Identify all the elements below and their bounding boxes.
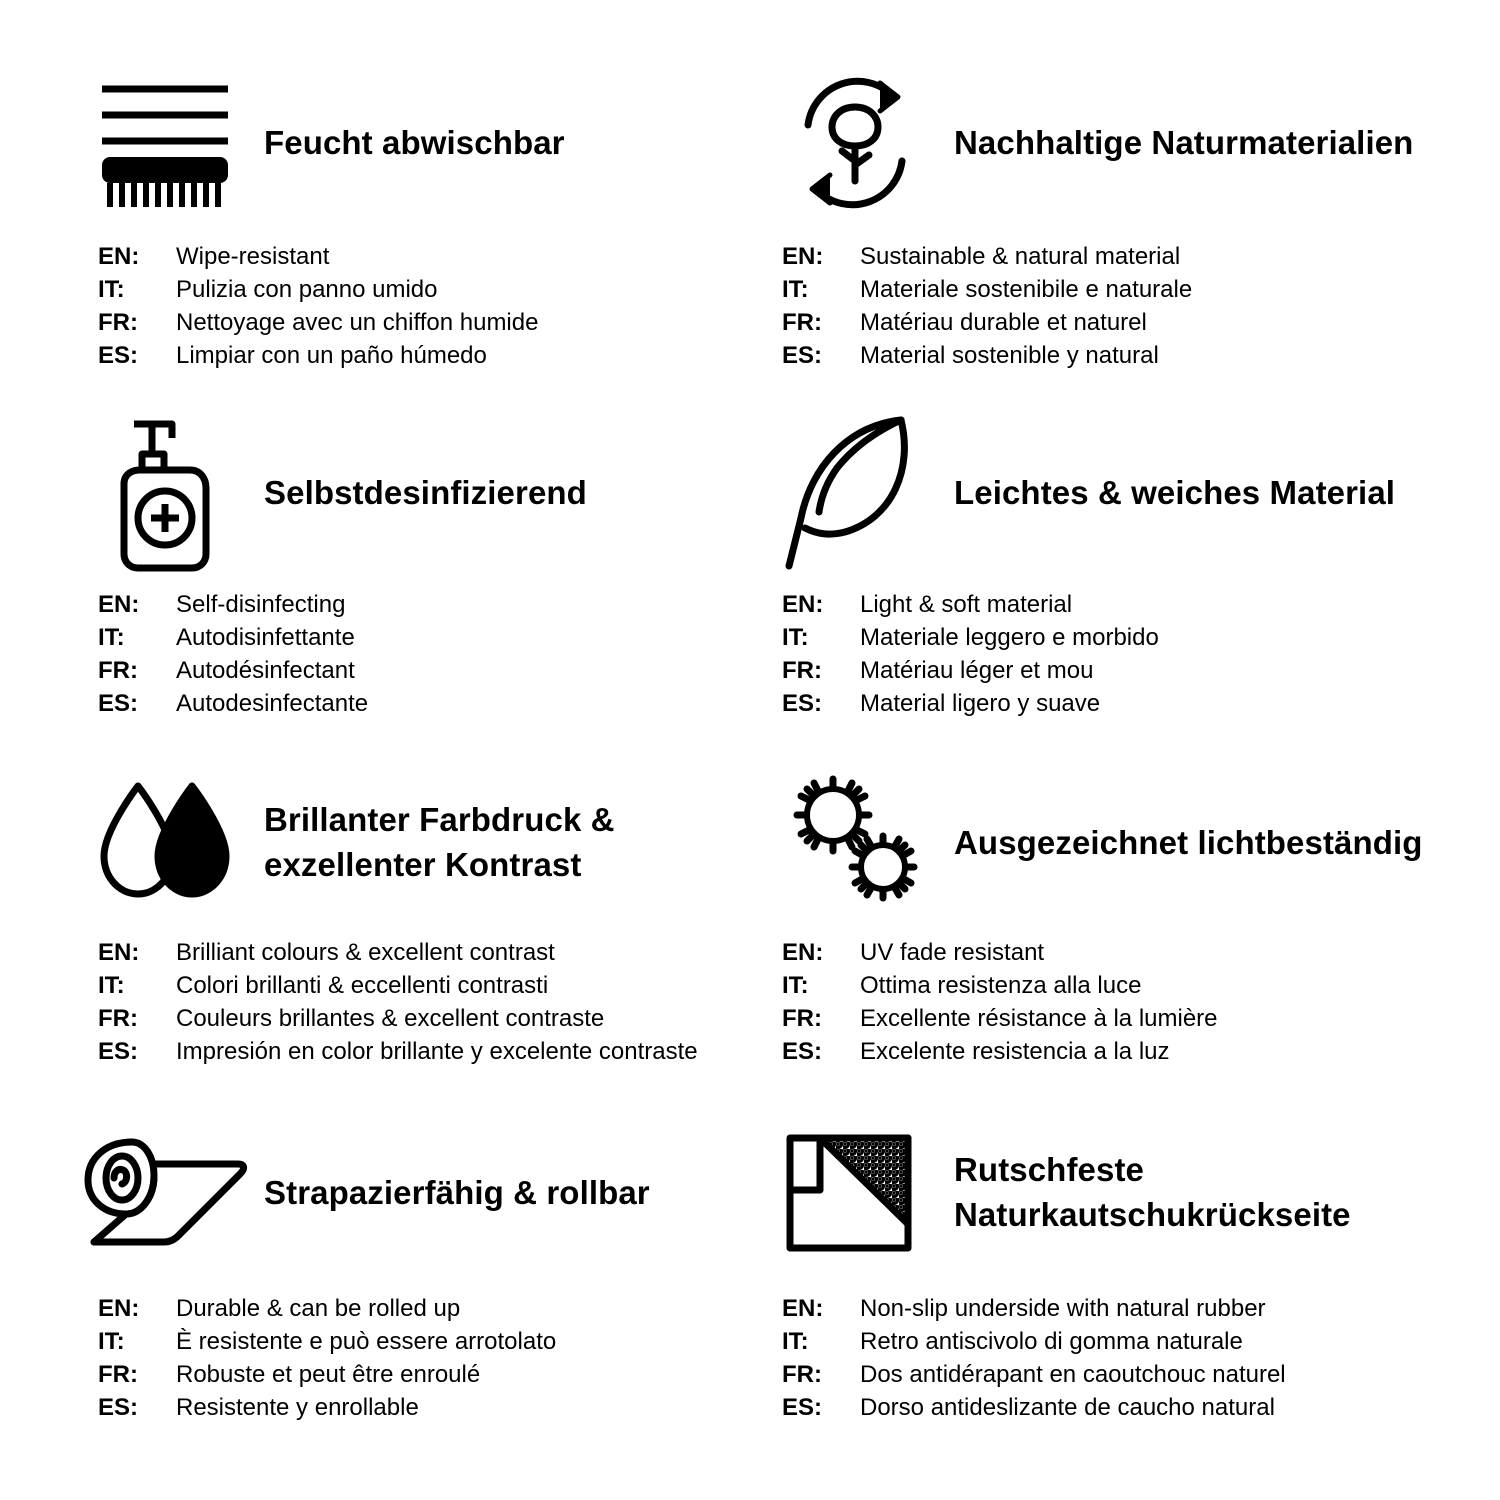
- translation-row: [98, 654, 740, 687]
- language-text: È resistente e può essere arrotolato: [176, 1328, 557, 1356]
- language-code: ES:: [782, 342, 823, 370]
- language-code: EN:: [98, 939, 140, 966]
- language-text: Colori brillanti & eccellenti contrasti: [176, 972, 549, 1000]
- language-text: Autodesinfectante: [176, 690, 369, 718]
- language-text: Light & soft material: [860, 591, 1073, 618]
- suns-icon: [760, 768, 950, 918]
- language-text: Durable & can be rolled up: [176, 1295, 461, 1322]
- feature-self-disinfecting: [70, 410, 740, 760]
- language-text: Material sostenible y natural: [860, 342, 1159, 370]
- language-code: FR:: [782, 1361, 822, 1389]
- translation-row: [782, 969, 1430, 1002]
- sanitizer-bottle-icon: [70, 418, 260, 568]
- language-text: Pulizia con panno umido: [176, 276, 438, 304]
- translation-list: [760, 240, 1430, 372]
- language-code: IT:: [782, 972, 809, 1000]
- language-code: ES:: [782, 690, 823, 718]
- language-code: IT:: [782, 624, 809, 652]
- language-code: IT:: [98, 276, 125, 304]
- translation-row: [782, 687, 1430, 720]
- translation-row: [782, 936, 1430, 969]
- translation-row: [98, 306, 740, 339]
- feature-header: [760, 1118, 1430, 1268]
- translation-row: [782, 240, 1430, 273]
- translation-row: [98, 936, 740, 969]
- translation-row: [782, 1035, 1430, 1068]
- language-code: ES:: [98, 342, 139, 370]
- feature-brilliant-colours: [70, 760, 740, 1110]
- feature-title: Rutschfeste Naturkautschukrückseite: [954, 1151, 1351, 1233]
- feature-title: Brillanter Farbdruck & exzellenter Kontrast: [264, 801, 615, 883]
- language-code: FR:: [98, 1005, 138, 1033]
- feature-non-slip-underside: [760, 1110, 1430, 1460]
- language-text: Autodisinfettante: [176, 624, 355, 652]
- language-code: EN:: [782, 243, 824, 270]
- translation-row: [782, 1358, 1430, 1391]
- language-code: EN:: [98, 591, 140, 618]
- language-code: ES:: [98, 1394, 139, 1422]
- translation-row: [782, 339, 1430, 372]
- feature-sustainable-material: [760, 60, 1430, 410]
- language-text: Material ligero y suave: [860, 690, 1101, 718]
- feature-header: [70, 768, 740, 918]
- translation-list: [70, 240, 740, 372]
- language-code: ES:: [98, 690, 139, 718]
- feature-header: [70, 418, 740, 568]
- language-code: FR:: [782, 657, 822, 685]
- language-code: IT:: [782, 276, 809, 304]
- language-code: FR:: [98, 309, 138, 337]
- rolled-mat-icon: [70, 1118, 260, 1268]
- language-code: EN:: [98, 243, 140, 270]
- language-text: Dorso antideslizante de caucho natural: [860, 1394, 1275, 1422]
- mat-corner-icon: [760, 1118, 950, 1268]
- language-code: FR:: [98, 1361, 138, 1389]
- language-code: ES:: [782, 1394, 823, 1422]
- feature-header: [760, 418, 1430, 568]
- language-text: Matériau durable et naturel: [860, 309, 1147, 337]
- language-text: Non-slip underside with natural rubber: [860, 1295, 1266, 1322]
- language-code: IT:: [98, 1328, 125, 1356]
- language-code: IT:: [782, 1328, 809, 1356]
- translation-row: [98, 1391, 740, 1424]
- translation-row: [782, 1292, 1430, 1325]
- feature-header: [70, 68, 740, 218]
- translation-row: [98, 273, 740, 306]
- feature-wipe-resistant: [70, 60, 740, 410]
- language-code: EN:: [782, 591, 824, 618]
- language-text: Wipe-resistant: [176, 243, 330, 270]
- feature-durable-rollable: [70, 1110, 740, 1460]
- language-code: EN:: [782, 1295, 824, 1322]
- translation-row: [782, 1325, 1430, 1358]
- feature-light-soft-material: [760, 410, 1430, 760]
- translation-row: [98, 1035, 740, 1068]
- language-code: EN:: [98, 1295, 140, 1322]
- translation-row: [98, 240, 740, 273]
- feature-header: [70, 1118, 740, 1268]
- translation-row: [98, 588, 740, 621]
- language-text: Nettoyage avec un chiffon humide: [176, 309, 539, 337]
- ink-drops-icon: [70, 768, 260, 918]
- feature-title: Selbstdesinfizierend: [264, 473, 587, 511]
- translation-list: [760, 1292, 1430, 1424]
- language-code: ES:: [98, 1038, 139, 1066]
- language-code: FR:: [98, 657, 138, 685]
- language-code: IT:: [98, 624, 125, 652]
- language-text: Materiale sostenibile e naturale: [860, 276, 1193, 304]
- language-code: FR:: [782, 309, 822, 337]
- feature-title: Leichtes & weiches Material: [954, 473, 1396, 511]
- translation-row: [98, 621, 740, 654]
- feature-header: [760, 68, 1430, 218]
- language-text: Self-disinfecting: [176, 591, 346, 618]
- translation-row: [782, 1002, 1430, 1035]
- translation-list: [70, 588, 740, 720]
- language-text: Retro antiscivolo di gomma naturale: [860, 1328, 1243, 1356]
- translation-list: [760, 936, 1430, 1068]
- translation-list: [760, 588, 1430, 720]
- feature-title: Strapazierfähig & rollbar: [264, 1173, 650, 1211]
- language-text: Excelente resistencia a la luz: [860, 1038, 1170, 1066]
- language-text: Excellente résistance à la lumière: [860, 1005, 1218, 1033]
- language-text: Autodésinfectant: [176, 657, 355, 685]
- translation-row: [782, 273, 1430, 306]
- language-text: Resistente y enrollable: [176, 1394, 419, 1422]
- feature-uv-fade-resistant: [760, 760, 1430, 1110]
- language-code: EN:: [782, 939, 824, 966]
- translation-row: [98, 1002, 740, 1035]
- translation-row: [98, 687, 740, 720]
- language-text: UV fade resistant: [860, 939, 1045, 966]
- language-text: Sustainable & natural material: [860, 243, 1181, 270]
- translation-row: [782, 306, 1430, 339]
- language-text: Dos antidérapant en caoutchouc naturel: [860, 1361, 1286, 1389]
- language-code: IT:: [98, 972, 125, 1000]
- language-text: Robuste et peut être enroulé: [176, 1361, 481, 1389]
- feature-title: Nachhaltige Naturmaterialien: [954, 123, 1414, 161]
- language-text: Limpiar con un paño húmedo: [176, 342, 487, 370]
- feature-header: [760, 768, 1430, 918]
- language-text: Brilliant colours & excellent contrast: [176, 939, 555, 966]
- language-text: Matériau léger et mou: [860, 657, 1094, 685]
- translation-row: [782, 654, 1430, 687]
- translation-row: [98, 1292, 740, 1325]
- translation-row: [98, 339, 740, 372]
- language-code: ES:: [782, 1038, 823, 1066]
- language-text: Ottima resistenza alla luce: [860, 972, 1142, 1000]
- translation-row: [782, 621, 1430, 654]
- feature-title: Ausgezeichnet lichtbeständig: [954, 823, 1423, 861]
- translation-row: [782, 1391, 1430, 1424]
- language-text: Materiale leggero e morbido: [860, 624, 1159, 652]
- language-text: Impresión en color brillante y excelente contraste: [176, 1038, 698, 1066]
- translation-row: [782, 588, 1430, 621]
- translation-row: [98, 1325, 740, 1358]
- feather-icon: [760, 418, 950, 568]
- translation-list: [70, 1292, 740, 1424]
- translation-row: [98, 1358, 740, 1391]
- language-code: FR:: [782, 1005, 822, 1033]
- translation-list: [70, 936, 740, 1068]
- brush-wipe-icon: [70, 68, 260, 218]
- tree-recycle-icon: [760, 68, 950, 218]
- language-text: Couleurs brillantes & excellent contraste: [176, 1005, 605, 1033]
- translation-row: [98, 969, 740, 1002]
- feature-title: Feucht abwischbar: [264, 123, 565, 161]
